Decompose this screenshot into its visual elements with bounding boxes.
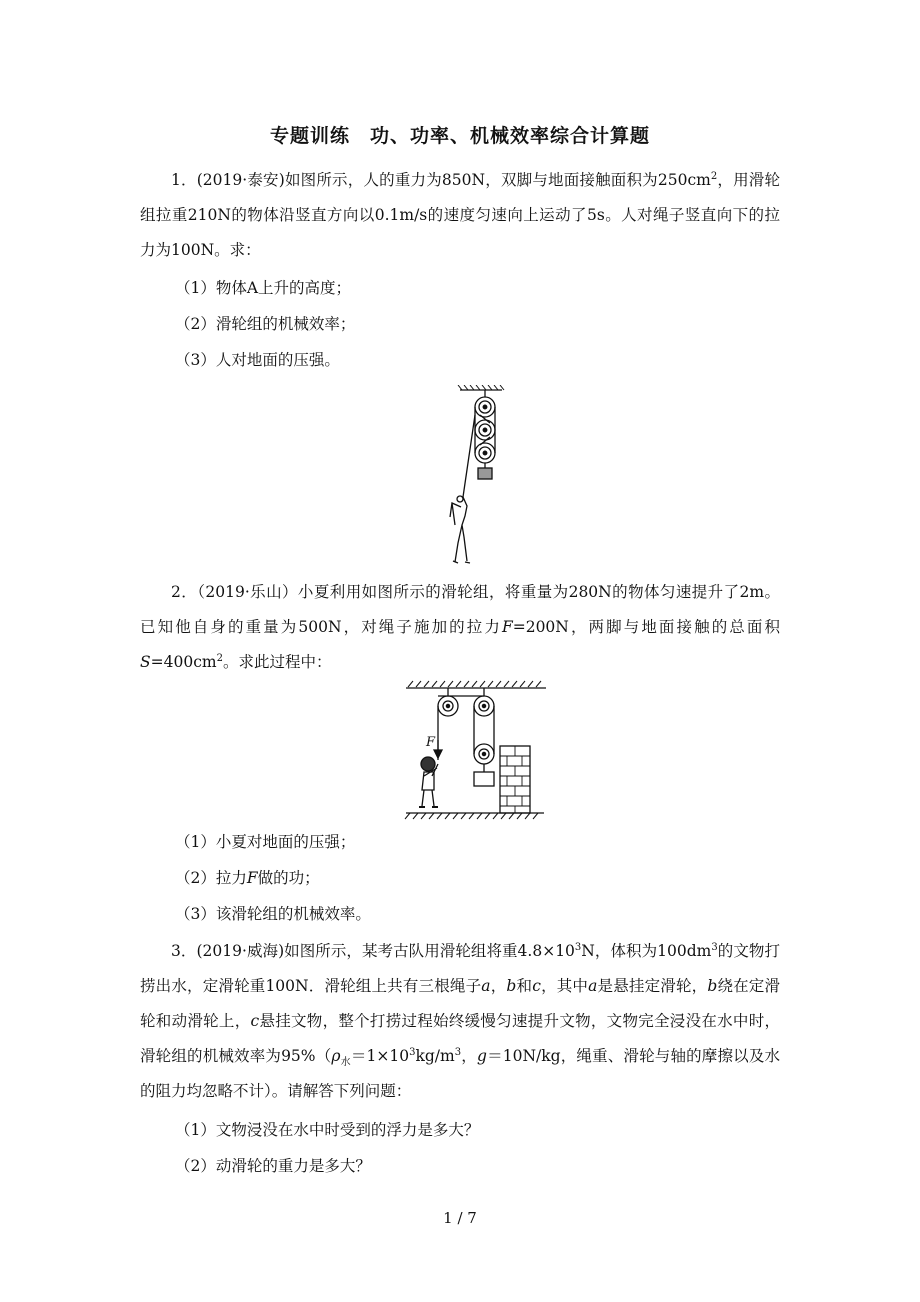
q3-sup2: 3 bbox=[711, 941, 718, 953]
q1-sub-3: （3）人对地面的压强。 bbox=[175, 351, 340, 369]
q2-sub-1: （1）小夏对地面的压强； bbox=[175, 833, 356, 851]
q1-sub-2: （2）滑轮组的机械效率； bbox=[175, 315, 356, 333]
q2-text-b: =200N，两脚与地面接触的总面积 bbox=[512, 618, 780, 636]
q3-t1: 3．(2019·威海)如图所示，某考古队用滑轮组将重4.8×10 bbox=[171, 942, 575, 960]
q3-t3: 的文物打捞出水，定滑轮重100N．滑轮组上共有三根绳子 bbox=[140, 942, 780, 995]
q3-rho-sub: 水 bbox=[340, 1057, 351, 1069]
q3-sup3: 3 bbox=[409, 1046, 416, 1058]
q3-var-b: b bbox=[506, 977, 517, 995]
q1-text-a: 1．(2019·泰安)如图所示，人的重力为850N，双脚与地面接触面积为250cm bbox=[171, 171, 711, 189]
q3-var-g: g bbox=[476, 1047, 487, 1065]
q3-sup1: 3 bbox=[574, 941, 582, 953]
q2-sub-2-a: （2）拉力 bbox=[175, 869, 247, 887]
q3-t9: 悬挂文物，整个打捞过程始终缓慢匀速提升文物，文物完全浸没在水中时，滑轮组的机械效率为95%（ bbox=[140, 1012, 780, 1065]
q3-var-a2: a bbox=[588, 977, 598, 995]
q1-text-b: ，用滑轮组拉重210N的物体沿竖直方向以0.1m/s的速度匀速向上运动了5s。人对绳子竖直向下的拉力为100N。求： bbox=[140, 171, 780, 259]
q2-sub-2-b: 做的功； bbox=[257, 869, 320, 887]
q3-t8: 绕在定滑轮和动滑轮上， bbox=[140, 977, 780, 1030]
q3-var-c: c bbox=[532, 977, 541, 995]
q2-var-s: S bbox=[140, 653, 151, 671]
pulley-figure-1 bbox=[430, 385, 550, 570]
page-number: 1 / 7 bbox=[443, 1209, 477, 1227]
q3-t10: ＝1×10 bbox=[350, 1047, 410, 1065]
q3-var-c2: c bbox=[250, 1012, 260, 1030]
q2-sup: 2 bbox=[216, 652, 223, 664]
q3-t7: 是悬挂定滑轮， bbox=[597, 977, 708, 995]
q3-t13: ＝10N/kg，绳重、滑轮与轴的摩擦以及水的阻力均忽略不计）。请解答下列问题： bbox=[140, 1047, 781, 1100]
question-1-text bbox=[140, 163, 780, 268]
q3-t5: 和 bbox=[516, 977, 533, 995]
q3-var-b2: b bbox=[707, 977, 718, 995]
q3-t11: kg/m bbox=[415, 1047, 455, 1065]
question-2-text bbox=[140, 575, 780, 680]
q3-sub-2: （2）动滑轮的重力是多大？ bbox=[175, 1157, 371, 1175]
q2-text-a: 2．（2019·乐山）小夏利用如图所示的滑轮组，将重量为280N的物体匀速提升了2m。已知他自身的重量为500N，对绳子施加的拉力 bbox=[140, 583, 780, 636]
q3-var-a: a bbox=[481, 977, 491, 995]
question-3-text bbox=[140, 934, 780, 1109]
q1-sup: 2 bbox=[710, 170, 718, 182]
q2-sub-2-var: F bbox=[246, 869, 258, 887]
q3-sup4: 3 bbox=[454, 1046, 462, 1058]
q2-sub-3: （3）该滑轮组的机械效率。 bbox=[175, 905, 371, 923]
q3-rho: ρ bbox=[331, 1047, 341, 1065]
q2-text-d: 。求此过程中： bbox=[222, 653, 332, 671]
q3-t12: ， bbox=[461, 1047, 477, 1065]
q2-var-f: F bbox=[501, 618, 513, 636]
q3-sub-1: （1）文物浸没在水中时受到的浮力是多大？ bbox=[175, 1121, 480, 1139]
q2-sub-2 bbox=[175, 864, 320, 892]
pulley-figure-2 bbox=[404, 678, 548, 820]
q3-t4: ， bbox=[490, 977, 507, 995]
page-title: 专题训练 功、功率、机械效率综合计算题 bbox=[269, 125, 650, 147]
q2-text-c: =400cm bbox=[150, 653, 217, 671]
q3-t2: N，体积为100dm bbox=[581, 942, 712, 960]
q1-sub-1: （1）物体A上升的高度； bbox=[175, 279, 352, 297]
q3-t6: ，其中 bbox=[540, 977, 589, 995]
figure-label-f: F bbox=[426, 735, 436, 750]
